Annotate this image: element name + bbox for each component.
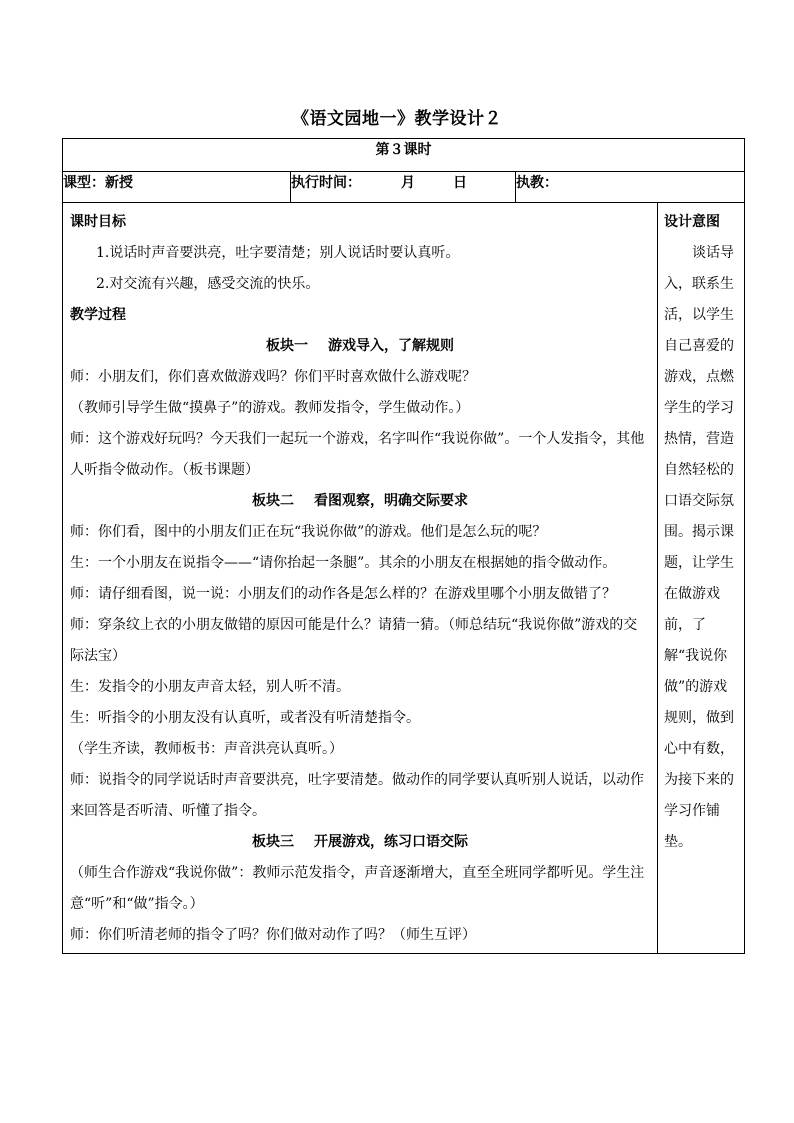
- design-intent-text: 谈话导入，联系生活，以学生自己喜爱的游戏，点燃学生的学习热情，营造自然轻松的口语交际氛围。揭示课题，让学生在做游戏前，了解“我说你做”的游戏规则，做到心中有数，为接下来的学习作铺垫。: [664, 245, 734, 850]
- lesson-row: [63, 139, 745, 172]
- block3-title: 开展游戏，练习口语交际: [314, 834, 468, 850]
- block2-label: 板块二: [252, 493, 294, 509]
- dialogue-line: （师生合作游戏“我说你做”：教师示范发指令，声音逐渐增大，直至全班同学都听见。学生注意“听”和“做”指令。）: [70, 865, 645, 912]
- dialogue-line: 生：听指令的小朋友没有认真听，或者没有听清楚指令。: [70, 710, 420, 726]
- info-row: [63, 172, 745, 203]
- teacher-cell: [516, 172, 745, 203]
- course-type-label: 课型：: [63, 175, 105, 191]
- block2-heading: [70, 486, 650, 517]
- block2-title: 看图观察，明确交际要求: [314, 493, 468, 509]
- main-content-row: [63, 203, 745, 954]
- goal-item: 2.对交流有兴趣，感受交流的快乐。: [96, 276, 320, 292]
- execution-time-cell: [291, 172, 516, 203]
- design-intent-heading: 设计意图: [664, 214, 720, 230]
- lesson-number: 第３课时: [63, 139, 745, 172]
- block1-title: 游戏导入，了解规则: [328, 338, 454, 354]
- execution-time-label: 执行时间：: [291, 175, 361, 191]
- process-heading: 教学过程: [70, 307, 126, 323]
- dialogue-line: 师：你们看，图中的小朋友们正在玩“我说你做”的游戏。他们是怎么玩的呢？: [70, 524, 547, 540]
- block3-heading: [70, 827, 650, 858]
- block3-label: 板块三: [252, 834, 294, 850]
- dialogue-line: 师：穿条纹上衣的小朋友做错的原因可能是什么？请猜一猜。（师总结玩“我说你做”游戏的交际法宝）: [70, 617, 638, 664]
- course-type-value: 新授: [105, 175, 133, 191]
- block1-heading: [70, 331, 650, 362]
- dialogue-line: 师：你们听清老师的指令了吗？你们做对动作了吗？（师生互评）: [70, 927, 476, 943]
- day-label: 日: [453, 175, 467, 191]
- dialogue-line: 师：这个游戏好玩吗？今天我们一起玩一个游戏，名字叫作“我说你做”。一个人发指令，其他人听指令做动作。（板书课题）: [70, 431, 645, 478]
- document-title: 《语文园地一》教学设计２: [292, 109, 502, 129]
- main-content-cell: [63, 203, 658, 954]
- course-type-cell: [63, 172, 291, 203]
- dialogue-line: 生：一个小朋友在说指令——“请你抬起一条腿”。其余的小朋友在根据她的指令做动作。: [70, 555, 617, 571]
- dialogue-line: （教师引导学生做“摸鼻子”的游戏。教师发指令，学生做动作。）: [70, 400, 470, 416]
- month-label: 月: [401, 175, 415, 191]
- teacher-label: 执教：: [516, 175, 558, 191]
- dialogue-line: 师：请仔细看图，说一说：小朋友们的动作各是怎么样的？在游戏里哪个小朋友做错了？: [70, 586, 616, 602]
- dialogue-line: （学生齐读，教师板书：声音洪亮认真听。）: [70, 741, 343, 757]
- dialogue-line: 师：说指令的同学说话时声音要洪亮，吐字要清楚。做动作的同学要认真听别人说话，以动作来回答是否听清、听懂了指令。: [70, 772, 644, 819]
- design-intent-cell: [658, 203, 745, 954]
- dialogue-line: 生：发指令的小朋友声音太轻，别人听不清。: [70, 679, 350, 695]
- goals-heading: 课时目标: [70, 214, 126, 230]
- lesson-plan-table: [62, 138, 745, 954]
- goal-item: 1.说话时声音要洪亮，吐字要清楚；别人说话时要认真听。: [96, 245, 460, 261]
- dialogue-line: 师：小朋友们，你们喜欢做游戏吗？你们平时喜欢做什么游戏呢？: [70, 369, 476, 385]
- block1-label: 板块一: [266, 338, 308, 354]
